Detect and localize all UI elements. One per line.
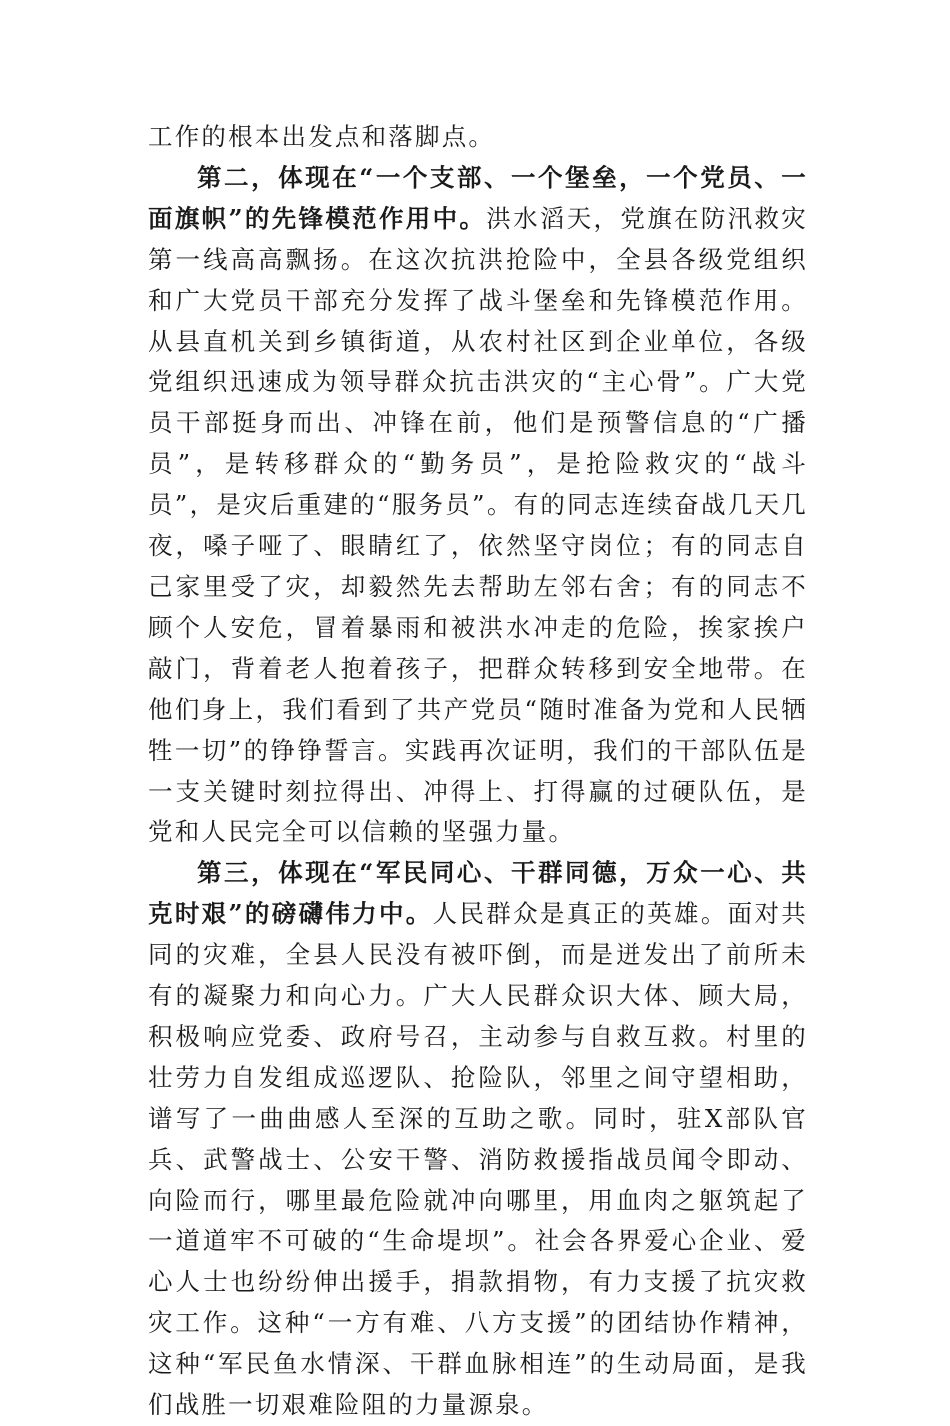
paragraph-body: 洪水滔天，党旗在防汛救灾第一线高高飘扬。在这次抗洪抢险中，全县各级党组织和广大党员干部充分发挥了战斗堡垒和先锋模范作用。从县直机关到乡镇街道，从农村社区到企业单位，各级党组织迅速成为领导群众抗击洪灾的“主心骨”。广大党员干部挺身而出、冲锋在前，他们是预警信息的“广播员”，是转移群众的“勤务员”，是抢险救灾的“战斗员”，是灾后重建的“服务员”。有的同志连续奋战几天几夜，嗓子哑了、眼睛红了，依然坚守岗位；有的同志自己家里受了灾，却毅然先去帮助左邻右舍；有的同志不顾个人安危，冒着暴雨和被洪水冲走的危险，挨家挨户敲门，背着老人抱着孩子，把群众转移到安全地带。在他们身上，我们看到了共产党员“随时准备为党和人民牺牲一切”的铮铮誓言。实践再次证明，我们的干部队伍是一支关键时刻拉得出、冲得上、打得赢的过硬队伍，是党和人民完全可以信赖的坚强力量。 — [148, 203, 808, 847]
paragraph-body: 工作的根本出发点和落脚点。 — [148, 122, 496, 151]
paragraph-continuation — [148, 117, 808, 158]
paragraph-second-point — [148, 158, 808, 853]
paragraph-third-point — [148, 853, 808, 1426]
paragraph-heading: 第二，体现在“一个支部、一个堡垒，一个党员、一面旗帜”的先锋模范作用中。 — [148, 162, 808, 233]
document-page — [148, 117, 808, 1426]
paragraph-body: 人民群众是真正的英雄。面对共同的灾难，全县人民没有被吓倒，而是迸发出了前所未有的凝聚力和向心力。广大人民群众识大体、顾大局，积极响应党委、政府号召，主动参与自救互救。村里的壮劳力自发组成巡逻队、抢险队，邻里之间守望相助，谱写了一曲曲感人至深的互助之歌。同时，驻X部队官兵、武警战士、公安干警、消防救援指战员闻令即动、向险而行，哪里最危险就冲向哪里，用血肉之躯筑起了一道道牢不可破的“生命堤坝”。社会各界爱心企业、爱心人士也纷纷伸出援手，捐款捐物，有力支援了抗灾救灾工作。这种“一方有难、八方支援”的团结协作精神，这种“军民鱼水情深、干群血脉相连”的生动局面，是我们战胜一切艰难险阻的力量源泉。 — [148, 899, 808, 1420]
paragraph-heading: 第三，体现在“军民同心、干群同德，万众一心、共克时艰”的磅礴伟力中。 — [148, 858, 808, 929]
